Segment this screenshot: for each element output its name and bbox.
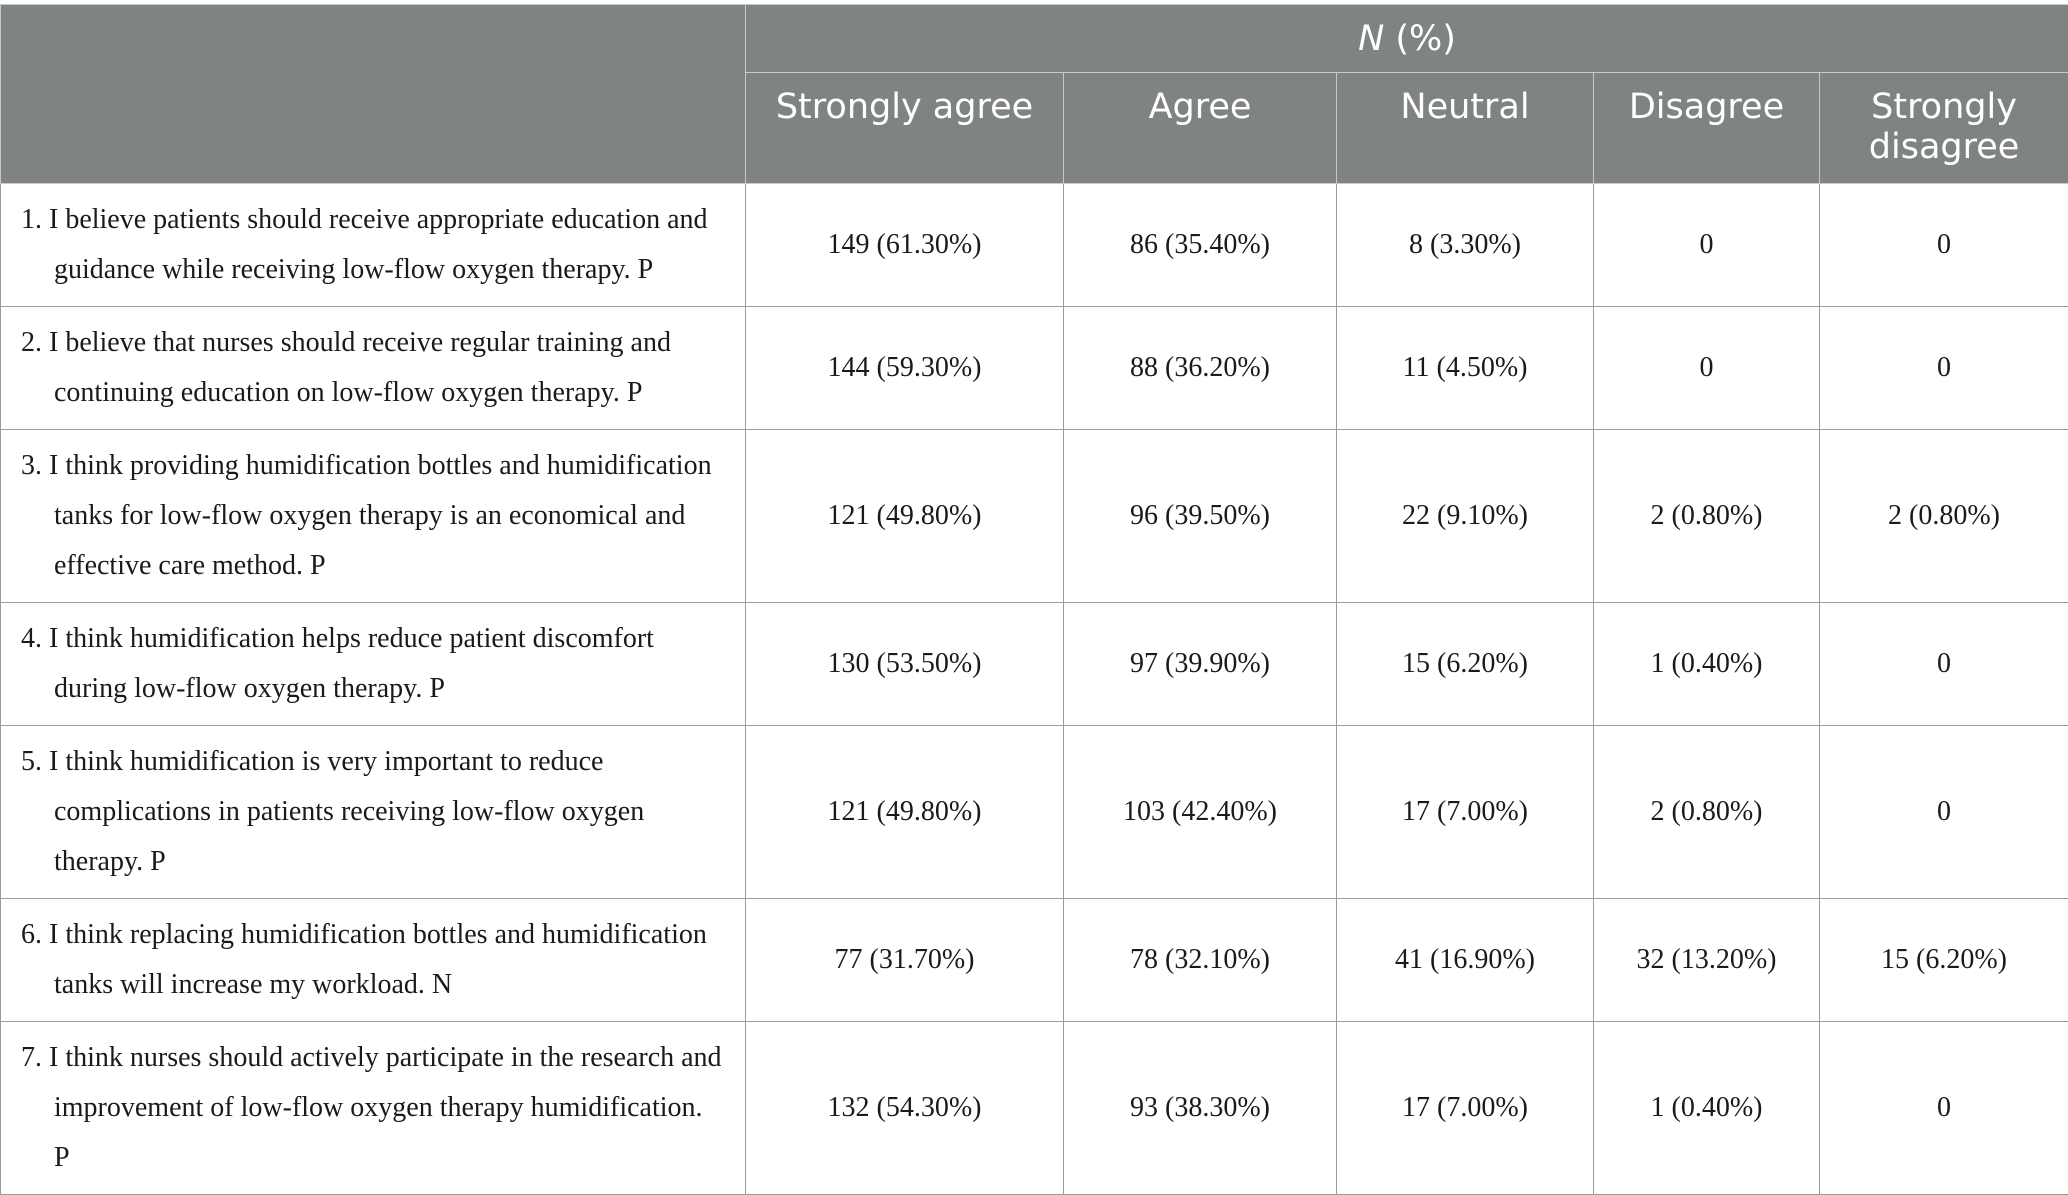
strongly-agree-cell: 77 (31.70%) xyxy=(746,899,1064,1022)
strongly-disagree-cell: 0 xyxy=(1820,603,2068,726)
agree-cell: 86 (35.40%) xyxy=(1064,184,1337,307)
table-row xyxy=(1,307,2068,430)
statement-cell xyxy=(1,307,746,430)
agree-cell: 88 (36.20%) xyxy=(1064,307,1337,430)
strongly-disagree-cell: 0 xyxy=(1820,307,2068,430)
group-header-percent: (%) xyxy=(1384,19,1456,59)
table-row xyxy=(1,726,2068,899)
statement-text: 5. I think humidification is very important to reduce complications in patients receiving low-flow oxygen therapy. P xyxy=(21,737,725,887)
agree-cell: 78 (32.10%) xyxy=(1064,899,1337,1022)
agree-cell: 93 (38.30%) xyxy=(1064,1022,1337,1195)
column-header-disagree: Disagree xyxy=(1594,73,1820,184)
neutral-cell: 11 (4.50%) xyxy=(1337,307,1594,430)
statement-text: 3. I think providing humidification bottles and humidification tanks for low-flow oxygen therapy is an economical and effective care method. P xyxy=(21,441,725,591)
column-header-neutral: Neutral xyxy=(1337,73,1594,184)
strongly-disagree-cell: 0 xyxy=(1820,726,2068,899)
statement-cell xyxy=(1,899,746,1022)
neutral-cell: 15 (6.20%) xyxy=(1337,603,1594,726)
statement-cell xyxy=(1,603,746,726)
neutral-cell: 22 (9.10%) xyxy=(1337,430,1594,603)
statement-text: 6. I think replacing humidification bottles and humidification tanks will increase my workload. N xyxy=(21,910,725,1010)
statement-cell xyxy=(1,430,746,603)
strongly-disagree-cell: 15 (6.20%) xyxy=(1820,899,2068,1022)
disagree-cell: 0 xyxy=(1594,184,1820,307)
header-corner-cell xyxy=(1,5,746,184)
strongly-agree-cell: 144 (59.30%) xyxy=(746,307,1064,430)
neutral-cell: 8 (3.30%) xyxy=(1337,184,1594,307)
agree-cell: 97 (39.90%) xyxy=(1064,603,1337,726)
header-group-cell xyxy=(746,5,2068,73)
column-header-strongly-disagree xyxy=(1820,73,2068,184)
statement-text: 1. I believe patients should receive appropriate education and guidance while receiving low-flow oxygen therapy. P xyxy=(21,195,725,295)
statement-cell xyxy=(1,184,746,307)
table-body xyxy=(1,184,2068,1195)
neutral-cell: 17 (7.00%) xyxy=(1337,726,1594,899)
table-header xyxy=(1,5,2068,184)
statement-text: 4. I think humidification helps reduce patient discomfort during low-flow oxygen therapy. P xyxy=(21,614,725,714)
disagree-cell: 0 xyxy=(1594,307,1820,430)
statement-text: 2. I believe that nurses should receive regular training and continuing education on low-flow oxygen therapy. P xyxy=(21,318,725,418)
strongly-agree-cell: 132 (54.30%) xyxy=(746,1022,1064,1195)
table-row xyxy=(1,899,2068,1022)
disagree-cell: 1 (0.40%) xyxy=(1594,603,1820,726)
disagree-cell: 32 (13.20%) xyxy=(1594,899,1820,1022)
table-row xyxy=(1,1022,2068,1195)
strongly-agree-cell: 121 (49.80%) xyxy=(746,726,1064,899)
table-row xyxy=(1,430,2068,603)
statement-cell xyxy=(1,1022,746,1195)
agree-cell: 96 (39.50%) xyxy=(1064,430,1337,603)
strongly-agree-cell: 121 (49.80%) xyxy=(746,430,1064,603)
strongly-agree-cell: 149 (61.30%) xyxy=(746,184,1064,307)
statement-text: 7. I think nurses should actively participate in the research and improvement of low-flow oxygen therapy humidification. P xyxy=(21,1033,725,1183)
column-header-strongly-disagree-label: Strongly disagree xyxy=(1869,87,2020,167)
table-row xyxy=(1,184,2068,307)
strongly-disagree-cell: 0 xyxy=(1820,1022,2068,1195)
strongly-agree-cell: 130 (53.50%) xyxy=(746,603,1064,726)
disagree-cell: 1 (0.40%) xyxy=(1594,1022,1820,1195)
neutral-cell: 41 (16.90%) xyxy=(1337,899,1594,1022)
statement-cell xyxy=(1,726,746,899)
disagree-cell: 2 (0.80%) xyxy=(1594,430,1820,603)
strongly-disagree-cell: 2 (0.80%) xyxy=(1820,430,2068,603)
agree-cell: 103 (42.40%) xyxy=(1064,726,1337,899)
neutral-cell: 17 (7.00%) xyxy=(1337,1022,1594,1195)
strongly-disagree-cell: 0 xyxy=(1820,184,2068,307)
table-row xyxy=(1,603,2068,726)
column-header-strongly-agree: Strongly agree xyxy=(746,73,1064,184)
attitude-survey-table xyxy=(0,4,2068,1195)
column-header-agree: Agree xyxy=(1064,73,1337,184)
disagree-cell: 2 (0.80%) xyxy=(1594,726,1820,899)
group-header-n: N xyxy=(1358,19,1384,59)
